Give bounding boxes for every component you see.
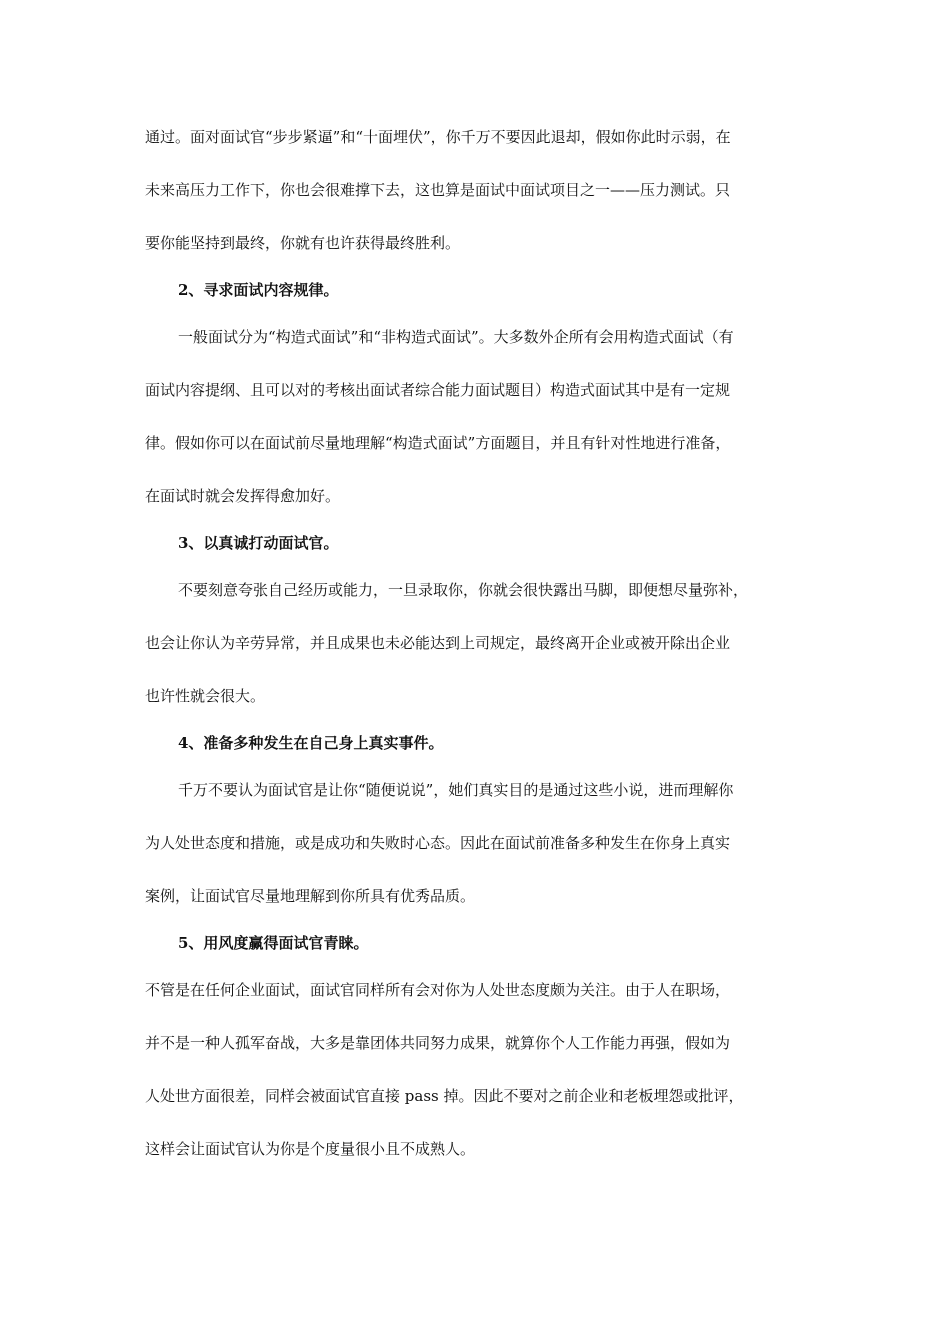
paragraph-2-line-3: 律。假如你可以在面试前尽量地理解“构造式面试”方面题目，并且有针对性地进行准备， bbox=[145, 434, 731, 452]
paragraph-1-line-1: 通过。面对面试官“步步紧逼”和“十面埋伏”，你千万不要因此退却，假如你此时示弱，在 bbox=[145, 128, 731, 146]
paragraph-5-line-3: 人处世方面很差，同样会被面试官直接 pass 掉。因此不要对之前企业和老板埋怨或批评， bbox=[145, 1087, 744, 1105]
paragraph-3-line-2: 也会让你认为辛劳异常，并且成果也未必能达到上司规定，最终离开企业或被开除出企业 bbox=[145, 634, 731, 652]
paragraph-5-line-4: 这样会让面试官认为你是个度量很小且不成熟人。 bbox=[145, 1140, 476, 1158]
paragraph-2-line-2: 面试内容提纲、且可以对的考核出面试者综合能力面试题目）构造式面试其中是有一定规 bbox=[145, 381, 731, 399]
paragraph-2-line-1: 一般面试分为“构造式面试”和“非构造式面试”。大多数外企所有会用构造式面试（有 bbox=[178, 328, 734, 346]
paragraph-4-line-1: 千万不要认为面试官是让你“随便说说”，她们真实目的是通过这些小说，进而理解你 bbox=[178, 781, 734, 799]
section-heading-3: 3、以真诚打动面试官。 bbox=[178, 534, 339, 552]
paragraph-1-line-3: 要你能坚持到最终，你就有也许获得最终胜利。 bbox=[145, 234, 461, 252]
paragraph-1-line-2: 未来高压力工作下，你也会很难撑下去，这也算是面试中面试项目之一——压力测试。只 bbox=[145, 181, 731, 199]
section-heading-5: 5、用风度赢得面试官青睐。 bbox=[178, 934, 369, 952]
paragraph-3-line-1: 不要刻意夸张自己经历或能力，一旦录取你，你就会很快露出马脚，即便想尽量弥补， bbox=[178, 581, 749, 599]
section-heading-2: 2、寻求面试内容规律。 bbox=[178, 281, 339, 299]
paragraph-4-line-3: 案例，让面试官尽量地理解到你所具有优秀品质。 bbox=[145, 887, 476, 905]
paragraph-2-line-4: 在面试时就会发挥得愈加好。 bbox=[145, 487, 341, 505]
paragraph-5-line-2: 并不是一种人孤军奋战，大多是靠团体共同努力成果，就算你个人工作能力再强，假如为 bbox=[145, 1034, 731, 1052]
section-heading-4: 4、准备多种发生在自己身上真实事件。 bbox=[178, 734, 444, 752]
paragraph-3-line-3: 也许性就会很大。 bbox=[145, 687, 266, 705]
paragraph-5-line-1: 不管是在任何企业面试，面试官同样所有会对你为人处世态度颇为关注。由于人在职场， bbox=[145, 981, 731, 999]
paragraph-4-line-2: 为人处世态度和措施，或是成功和失败时心态。因此在面试前准备多种发生在你身上真实 bbox=[145, 834, 731, 852]
